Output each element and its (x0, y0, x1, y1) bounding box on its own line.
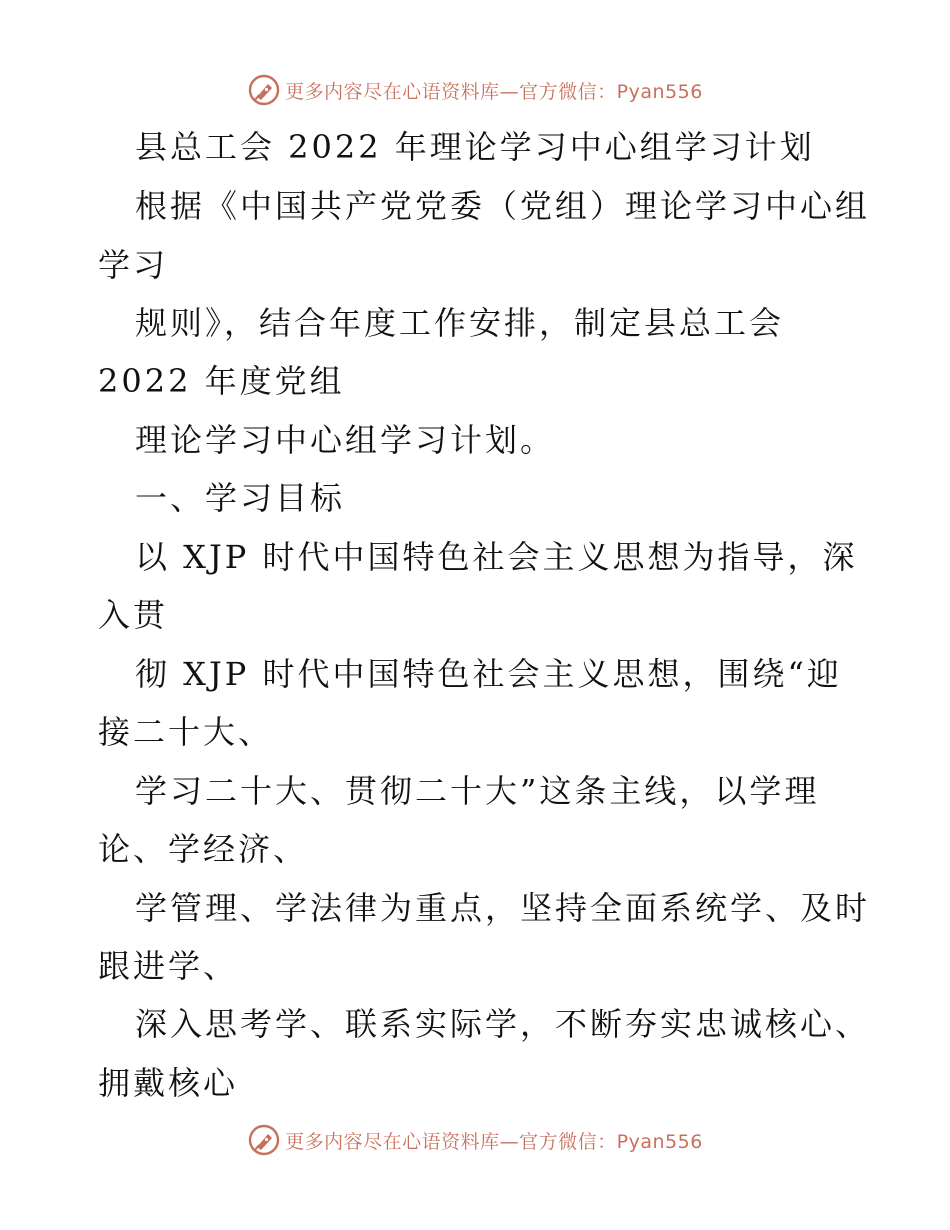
paragraph-line: 深入思考学、联系实际学，不断夯实忠诚核心、 (135, 1005, 871, 1043)
paragraph-line: 入贯 (98, 596, 169, 634)
paragraph-line: 2022 年度党组 (98, 362, 345, 400)
paragraph-line: 学习 (98, 246, 169, 284)
paragraph-line: 学管理、学法律为重点，坚持全面系统学、及时 (135, 889, 871, 927)
paragraph-line: 根据《中国共产党党委（党组）理论学习中心组 (135, 187, 871, 225)
document-title: 县总工会 2022 年理论学习中心组学习计划 (135, 128, 815, 166)
watermark-text: 更多内容尽在心语资料库—官方微信：Pyan556 (285, 1130, 703, 1153)
pen-nib-logo-icon (247, 1123, 281, 1157)
section-heading: 一、学习目标 (135, 479, 346, 517)
watermark-text: 更多内容尽在心语资料库—官方微信：Pyan556 (285, 80, 703, 103)
paragraph-line: 跟进学、 (98, 947, 239, 985)
paragraph-line: 接二十大、 (98, 713, 274, 751)
header-watermark-banner (0, 70, 950, 110)
paragraph-line: 理论学习中心组学习计划。 (135, 421, 556, 459)
pen-nib-logo-icon (247, 73, 281, 107)
paragraph-line: 以 XJP 时代中国特色社会主义思想为指导，深 (135, 538, 858, 576)
footer-watermark-banner (0, 1120, 950, 1160)
paragraph-line: 学习二十大、贯彻二十大”这条主线，以学理 (135, 772, 820, 810)
paragraph-line: 论、学经济、 (98, 830, 309, 868)
paragraph-line: 拥戴核心 (98, 1064, 239, 1102)
paragraph-line: 彻 XJP 时代中国特色社会主义思想，围绕“迎 (135, 655, 842, 693)
paragraph-line: 规则》，结合年度工作安排，制定县总工会 (135, 304, 785, 342)
